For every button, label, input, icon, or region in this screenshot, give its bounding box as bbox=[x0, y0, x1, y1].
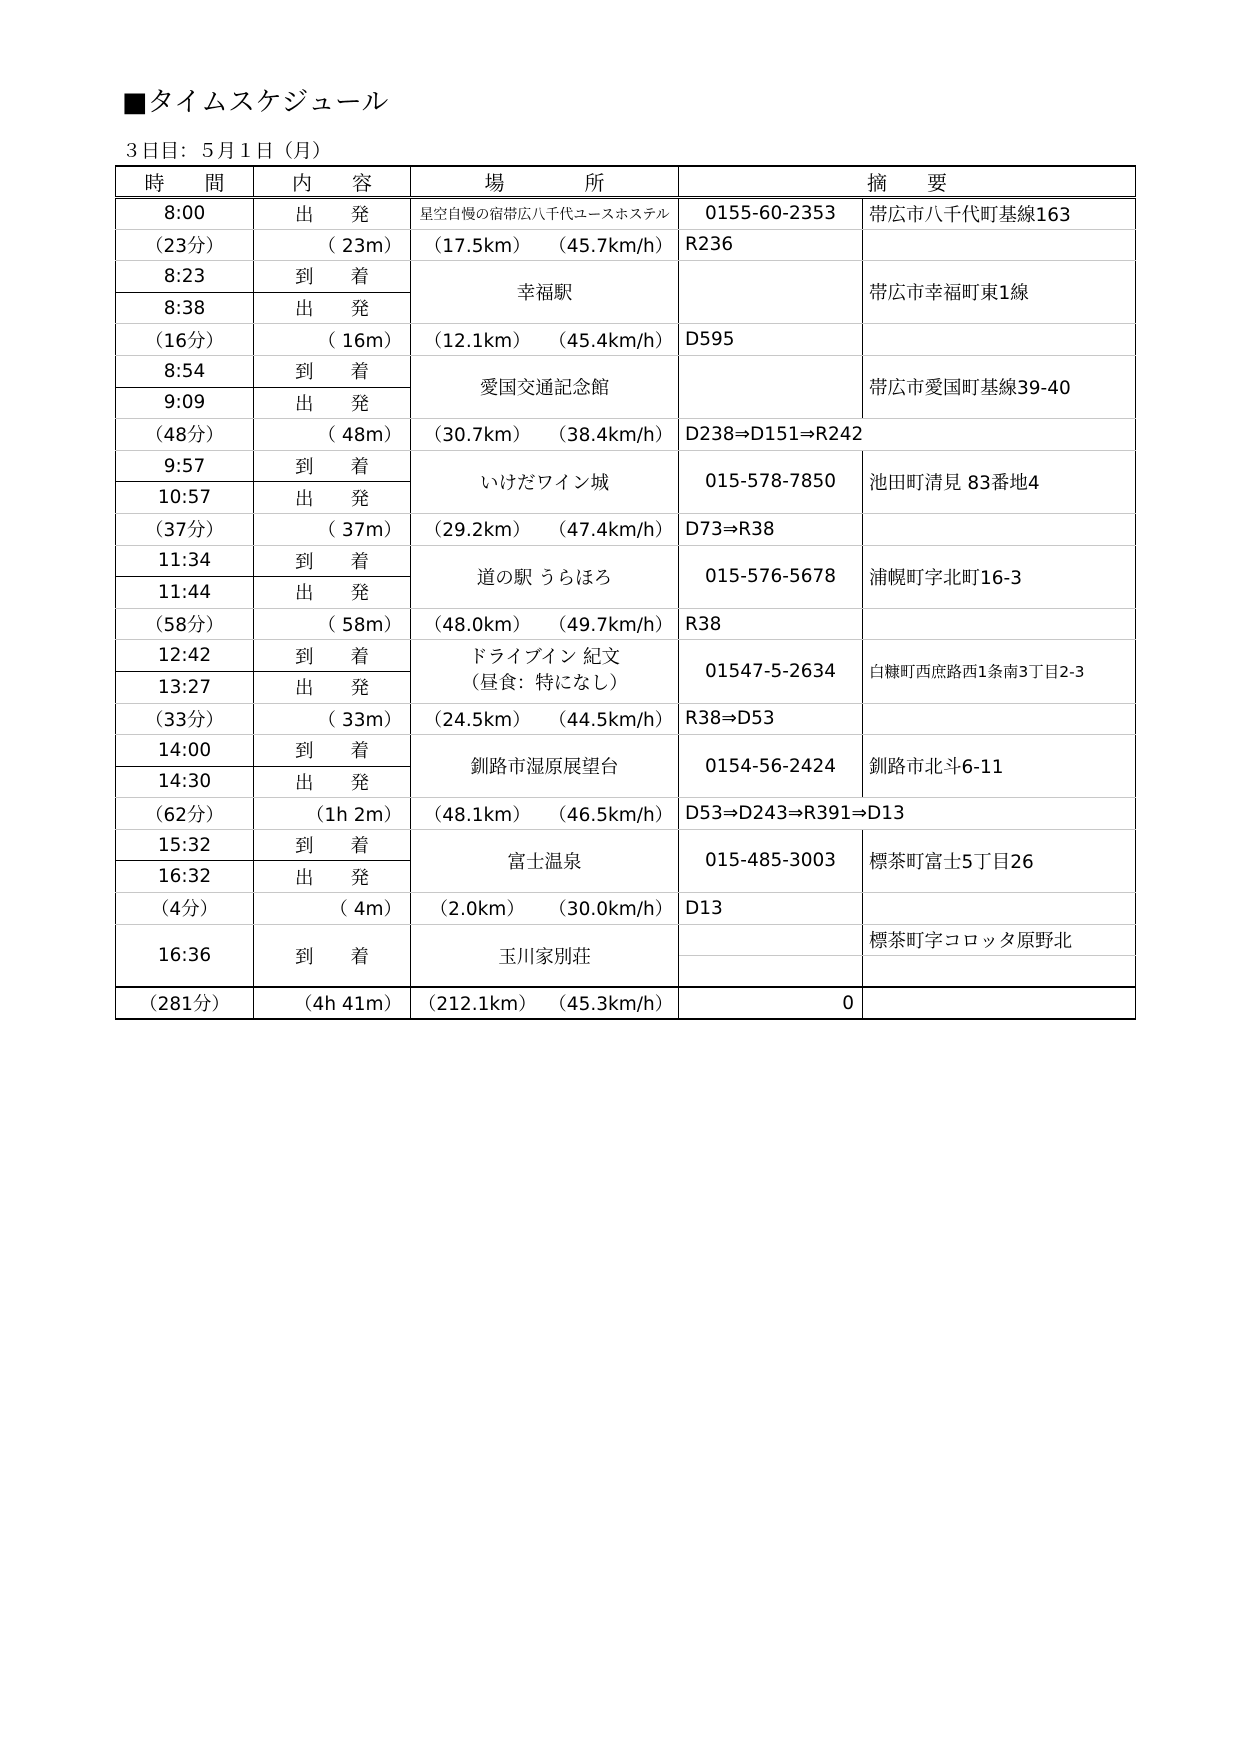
table-row bbox=[116, 703, 1136, 735]
time-cell: 16:36 bbox=[116, 924, 254, 987]
table-row bbox=[116, 640, 1136, 672]
table-row bbox=[116, 608, 1136, 640]
day-subtitle: ３日目：５月１日（月） bbox=[122, 140, 332, 162]
action-cell: 到 着 bbox=[254, 735, 411, 767]
place-note: （昼食：特になし） bbox=[461, 673, 628, 695]
route-cell: R38⇒D53 bbox=[679, 703, 863, 735]
address-cell: 帯広市幸福町東1線 bbox=[863, 261, 1136, 324]
table-row bbox=[116, 355, 1136, 387]
time-cell: 16:32 bbox=[116, 861, 254, 893]
phone-cell: 0154-56-2424 bbox=[679, 735, 863, 798]
speed-cell: （38.4km/h） bbox=[544, 419, 679, 451]
action-cell: 出 発 bbox=[254, 671, 411, 703]
duration-cell: （23分） bbox=[116, 229, 254, 261]
place-cell bbox=[411, 640, 679, 703]
empty-cell bbox=[863, 956, 1136, 988]
address-cell: 釧路市北斗6-11 bbox=[863, 735, 1136, 798]
action-cell: 出 発 bbox=[254, 387, 411, 419]
time-cell: 14:00 bbox=[116, 735, 254, 767]
route-cell: D238⇒D151⇒R242 bbox=[679, 419, 1136, 451]
travel-time-cell: （ 16m） bbox=[254, 324, 411, 356]
duration-cell: （4分） bbox=[116, 893, 254, 925]
table-row bbox=[116, 545, 1136, 577]
table-row bbox=[116, 229, 1136, 261]
empty-cell bbox=[863, 229, 1136, 261]
table-row bbox=[116, 735, 1136, 767]
time-cell: 15:32 bbox=[116, 829, 254, 861]
duration-cell: （48分） bbox=[116, 419, 254, 451]
duration-cell: （37分） bbox=[116, 513, 254, 545]
distance-cell: （2.0km） bbox=[411, 893, 544, 925]
place-cell: いけだワイン城 bbox=[411, 450, 679, 513]
place-cell: 愛国交通記念館 bbox=[411, 355, 679, 418]
total-time-cell: （281分） bbox=[116, 987, 254, 1019]
time-cell: 12:42 bbox=[116, 640, 254, 672]
place-cell: 釧路市湿原展望台 bbox=[411, 735, 679, 798]
place-name: ドライブイン 紀文 bbox=[468, 647, 621, 669]
place-cell: 玉川家別荘 bbox=[411, 924, 679, 987]
place-cell: 道の駅 うらほろ bbox=[411, 545, 679, 608]
empty-cell bbox=[863, 324, 1136, 356]
travel-time-cell: （ 37m） bbox=[254, 513, 411, 545]
speed-cell: （44.5km/h） bbox=[544, 703, 679, 735]
table-row bbox=[116, 798, 1136, 830]
speed-cell: （45.7km/h） bbox=[544, 229, 679, 261]
table-row bbox=[116, 450, 1136, 482]
distance-cell: （12.1km） bbox=[411, 324, 544, 356]
header-content: 内 容 bbox=[254, 166, 411, 198]
time-cell: 8:54 bbox=[116, 355, 254, 387]
phone-cell: 015-576-5678 bbox=[679, 545, 863, 608]
table-row bbox=[116, 198, 1136, 230]
phone-cell: 015-578-7850 bbox=[679, 450, 863, 513]
address-cell: 浦幌町字北町16-3 bbox=[863, 545, 1136, 608]
time-cell: 14:30 bbox=[116, 766, 254, 798]
time-cell: 11:34 bbox=[116, 545, 254, 577]
page-title: ■タイムスケジュール bbox=[122, 87, 389, 118]
phone-cell: 0155-60-2353 bbox=[679, 198, 863, 230]
action-cell: 出 発 bbox=[254, 861, 411, 893]
distance-cell: （29.2km） bbox=[411, 513, 544, 545]
speed-cell: （46.5km/h） bbox=[544, 798, 679, 830]
route-cell: D595 bbox=[679, 324, 863, 356]
action-cell: 到 着 bbox=[254, 829, 411, 861]
table-header bbox=[116, 166, 1136, 198]
action-cell: 出 発 bbox=[254, 198, 411, 230]
address-cell: 池田町清見 83番地4 bbox=[863, 450, 1136, 513]
action-cell: 出 発 bbox=[254, 577, 411, 609]
action-cell: 到 着 bbox=[254, 355, 411, 387]
time-cell: 8:00 bbox=[116, 198, 254, 230]
route-cell: D53⇒D243⇒R391⇒D13 bbox=[679, 798, 1136, 830]
empty-cell bbox=[679, 956, 863, 988]
speed-cell: （30.0km/h） bbox=[544, 893, 679, 925]
action-cell: 出 発 bbox=[254, 482, 411, 514]
place-cell: 幸福駅 bbox=[411, 261, 679, 324]
header-summary: 摘 要 bbox=[679, 166, 1136, 198]
action-cell: 到 着 bbox=[254, 545, 411, 577]
route-cell: D73⇒R38 bbox=[679, 513, 863, 545]
total-speed-cell: （45.3km/h） bbox=[544, 987, 679, 1019]
address-cell: 白糠町西庶路西1条南3丁目2-3 bbox=[863, 640, 1136, 703]
distance-cell: （17.5km） bbox=[411, 229, 544, 261]
table-row bbox=[116, 419, 1136, 451]
travel-time-cell: （ 4m） bbox=[254, 893, 411, 925]
header-place: 場 所 bbox=[411, 166, 679, 198]
route-cell: R38 bbox=[679, 608, 863, 640]
action-cell: 到 着 bbox=[254, 924, 411, 987]
phone-cell: 015-485-3003 bbox=[679, 829, 863, 892]
travel-time-cell: （ 48m） bbox=[254, 419, 411, 451]
total-value-cell: 0 bbox=[679, 987, 863, 1019]
speed-cell: （45.4km/h） bbox=[544, 324, 679, 356]
total-distance-cell: （212.1km） bbox=[411, 987, 544, 1019]
time-cell: 9:57 bbox=[116, 450, 254, 482]
table-row bbox=[116, 829, 1136, 861]
time-cell: 8:38 bbox=[116, 292, 254, 324]
table-row bbox=[116, 513, 1136, 545]
address-cell: 標茶町字コロッタ原野北 bbox=[863, 924, 1136, 956]
time-cell: 10:57 bbox=[116, 482, 254, 514]
address-cell: 標茶町富士5丁目26 bbox=[863, 829, 1136, 892]
table-row bbox=[116, 261, 1136, 293]
time-cell: 8:23 bbox=[116, 261, 254, 293]
travel-time-cell: （ 23m） bbox=[254, 229, 411, 261]
duration-cell: （62分） bbox=[116, 798, 254, 830]
duration-cell: （58分） bbox=[116, 608, 254, 640]
time-cell: 9:09 bbox=[116, 387, 254, 419]
time-cell: 13:27 bbox=[116, 671, 254, 703]
phone-cell bbox=[679, 924, 863, 956]
duration-cell: （16分） bbox=[116, 324, 254, 356]
travel-time-cell: （ 58m） bbox=[254, 608, 411, 640]
action-cell: 到 着 bbox=[254, 640, 411, 672]
total-travel-time-cell: （4h 41m） bbox=[254, 987, 411, 1019]
table-row bbox=[116, 893, 1136, 925]
phone-cell bbox=[679, 261, 863, 324]
speed-cell: （47.4km/h） bbox=[544, 513, 679, 545]
place-cell: 星空自慢の宿帯広八千代ユースホステル bbox=[411, 198, 679, 230]
address-cell: 帯広市愛国町基線39-40 bbox=[863, 355, 1136, 418]
empty-cell bbox=[863, 987, 1136, 1019]
empty-cell bbox=[863, 608, 1136, 640]
action-cell: 出 発 bbox=[254, 292, 411, 324]
place-cell: 富士温泉 bbox=[411, 829, 679, 892]
distance-cell: （48.1km） bbox=[411, 798, 544, 830]
address-cell: 帯広市八千代町基線163 bbox=[863, 198, 1136, 230]
phone-cell: 01547-5-2634 bbox=[679, 640, 863, 703]
header-time: 時 間 bbox=[116, 166, 254, 198]
schedule-table bbox=[115, 165, 1136, 1020]
total-row bbox=[116, 987, 1136, 1019]
action-cell: 到 着 bbox=[254, 261, 411, 293]
time-cell: 11:44 bbox=[116, 577, 254, 609]
travel-time-cell: （1h 2m） bbox=[254, 798, 411, 830]
empty-cell bbox=[863, 893, 1136, 925]
distance-cell: （24.5km） bbox=[411, 703, 544, 735]
route-cell: D13 bbox=[679, 893, 863, 925]
route-cell: R236 bbox=[679, 229, 863, 261]
empty-cell bbox=[863, 703, 1136, 735]
action-cell: 到 着 bbox=[254, 450, 411, 482]
speed-cell: （49.7km/h） bbox=[544, 608, 679, 640]
duration-cell: （33分） bbox=[116, 703, 254, 735]
table-row bbox=[116, 324, 1136, 356]
table-row bbox=[116, 924, 1136, 956]
action-cell: 出 発 bbox=[254, 766, 411, 798]
phone-cell bbox=[679, 355, 863, 418]
distance-cell: （30.7km） bbox=[411, 419, 544, 451]
empty-cell bbox=[863, 513, 1136, 545]
distance-cell: （48.0km） bbox=[411, 608, 544, 640]
travel-time-cell: （ 33m） bbox=[254, 703, 411, 735]
